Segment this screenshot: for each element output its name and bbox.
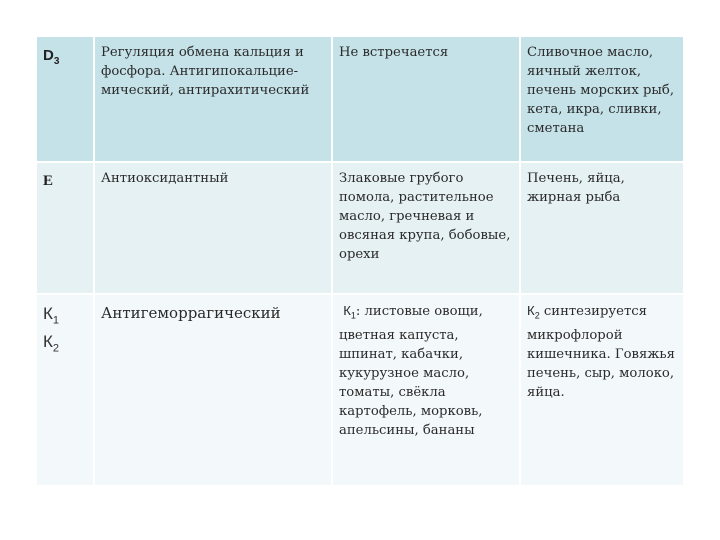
function-text: Антиоксидантный xyxy=(101,171,229,186)
function-cell xyxy=(94,162,332,294)
plant-sources-text: Злаковые грубого помола, растительное масло, гречневая и овсяная крупа, бобовые, орехи xyxy=(339,171,511,262)
function-text: Регуляция обмена кальция и фосфора. Антигипокальцие-мический, антирахитический xyxy=(101,45,310,98)
vitamin-name: К xyxy=(43,332,53,352)
plant-sources-text: Не встречается xyxy=(339,45,449,60)
vitamin-subscript: 2 xyxy=(52,342,60,355)
vitamin-cell xyxy=(37,37,94,162)
vitamin-name: К xyxy=(43,304,53,323)
vitamin-cell xyxy=(37,294,94,485)
plant-sources-cell xyxy=(332,162,520,294)
vitamin-subscript: 3 xyxy=(53,56,60,67)
plant-sources-text xyxy=(333,295,519,444)
plant-sources-list: : листовые овощи, цветная капуста, шпинат, кабачки, кукурузное масло, томаты, свёкла картофель, морковь, апельсины, бананы xyxy=(339,304,483,438)
function-cell xyxy=(94,294,332,485)
table-row xyxy=(37,162,683,294)
animal-sources-text xyxy=(521,295,683,406)
plant-vitamin-mark: $К_1$ xyxy=(343,303,356,321)
function-cell xyxy=(94,37,332,162)
table-row xyxy=(37,294,683,485)
animal-sources-cell xyxy=(520,294,683,485)
vitamin-name: D xyxy=(43,47,54,64)
animal-sources-text: Печень, яйца, жирная рыба xyxy=(527,171,625,205)
animal-vitamin-mark: $К_2$ xyxy=(527,303,540,321)
vitamin-k2 xyxy=(43,331,93,359)
animal-sources-text: Сливочное масло, яичный желток, печень морских рыб, кета, икра, сливки, сметана xyxy=(527,45,675,136)
vitamin-cell xyxy=(37,162,94,294)
plant-sources-cell xyxy=(332,37,520,162)
function-text: Антигеморрагический xyxy=(101,304,281,322)
animal-sources-cell xyxy=(520,37,683,162)
plant-sources-cell xyxy=(332,294,520,485)
vitamin-k1 xyxy=(43,303,93,331)
vitamin-table xyxy=(37,37,683,485)
vitamin-subscript: 1 xyxy=(52,314,60,327)
table-row xyxy=(37,37,683,162)
animal-sources-cell xyxy=(520,162,683,294)
vitamin-name: Е xyxy=(43,173,54,189)
animal-sources-list: синтезируется микрофлорой кишечника. Говяжья печень, сыр, молоко, яйца. xyxy=(527,304,675,400)
